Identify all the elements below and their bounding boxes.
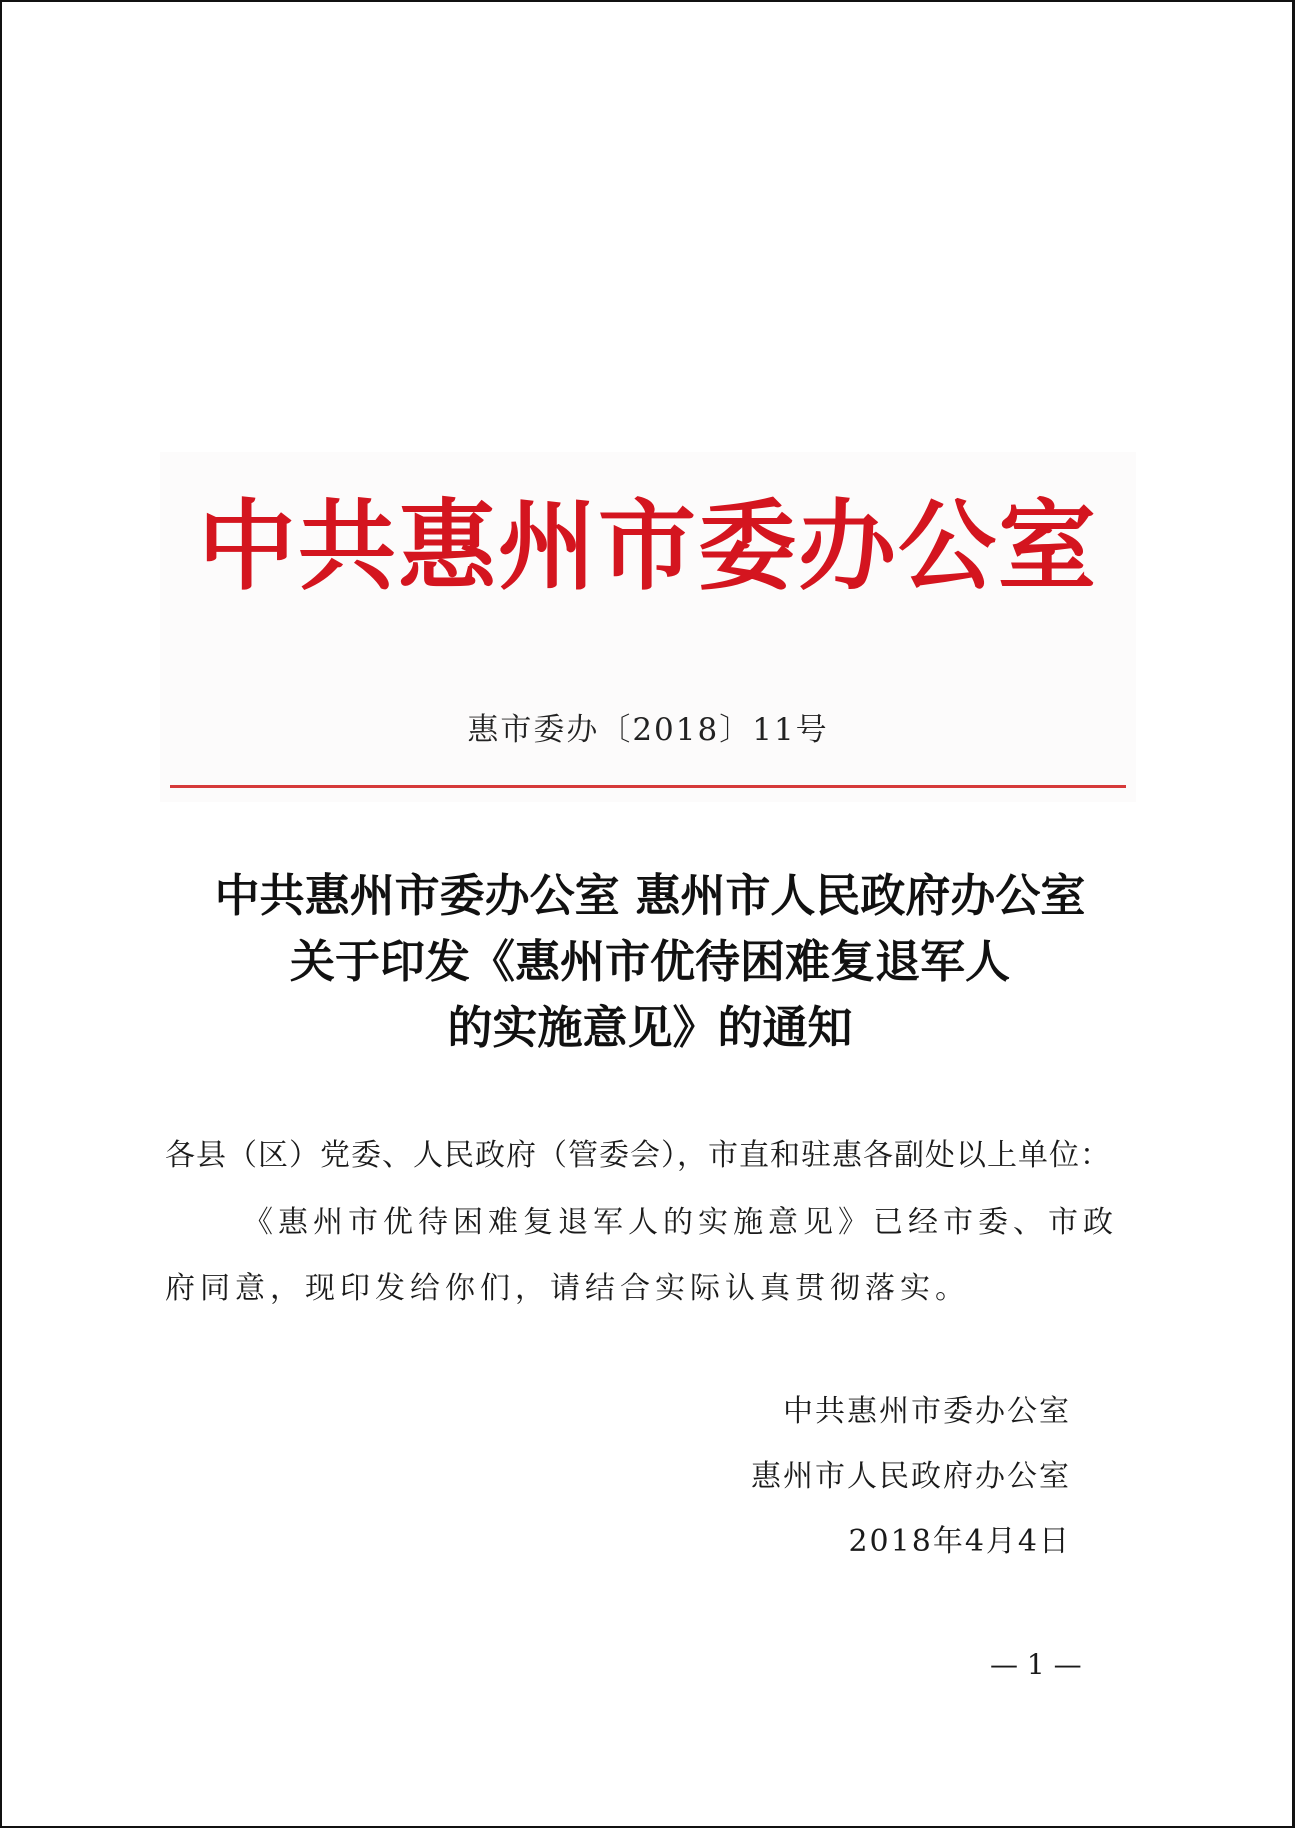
- document-title-line-3: 的实施意见》的通知: [447, 1001, 853, 1054]
- issuing-organization-title: 中共惠州市委办公室: [197, 490, 1098, 604]
- red-divider-line: [170, 785, 1126, 788]
- signature-date: 2018年4月4日: [848, 1524, 1071, 1559]
- document-number: 惠市委办〔2018〕11号: [467, 712, 829, 748]
- signature-issuer-2: 惠州市人民政府办公室: [751, 1459, 1071, 1494]
- page-number: — 1 —: [990, 1648, 1082, 1681]
- document-title-line-1: 中共惠州市委办公室 惠州市人民政府办公室: [214, 869, 1086, 922]
- document-title-line-2: 关于印发《惠州市优待困难复退军人: [289, 935, 1010, 988]
- document-header: [160, 452, 1136, 802]
- signature-issuer-1: 中共惠州市委办公室: [783, 1394, 1071, 1429]
- body-paragraph: 《惠州市优待困难复退军人的实施意见》已经市委、市政府同意，现印发给你们，请结合实际认真贯彻落实。: [165, 1205, 1118, 1306]
- salutation: 各县（区）党委、人民政府（管委会），市直和驻惠各副处以上单位：: [165, 1138, 1111, 1173]
